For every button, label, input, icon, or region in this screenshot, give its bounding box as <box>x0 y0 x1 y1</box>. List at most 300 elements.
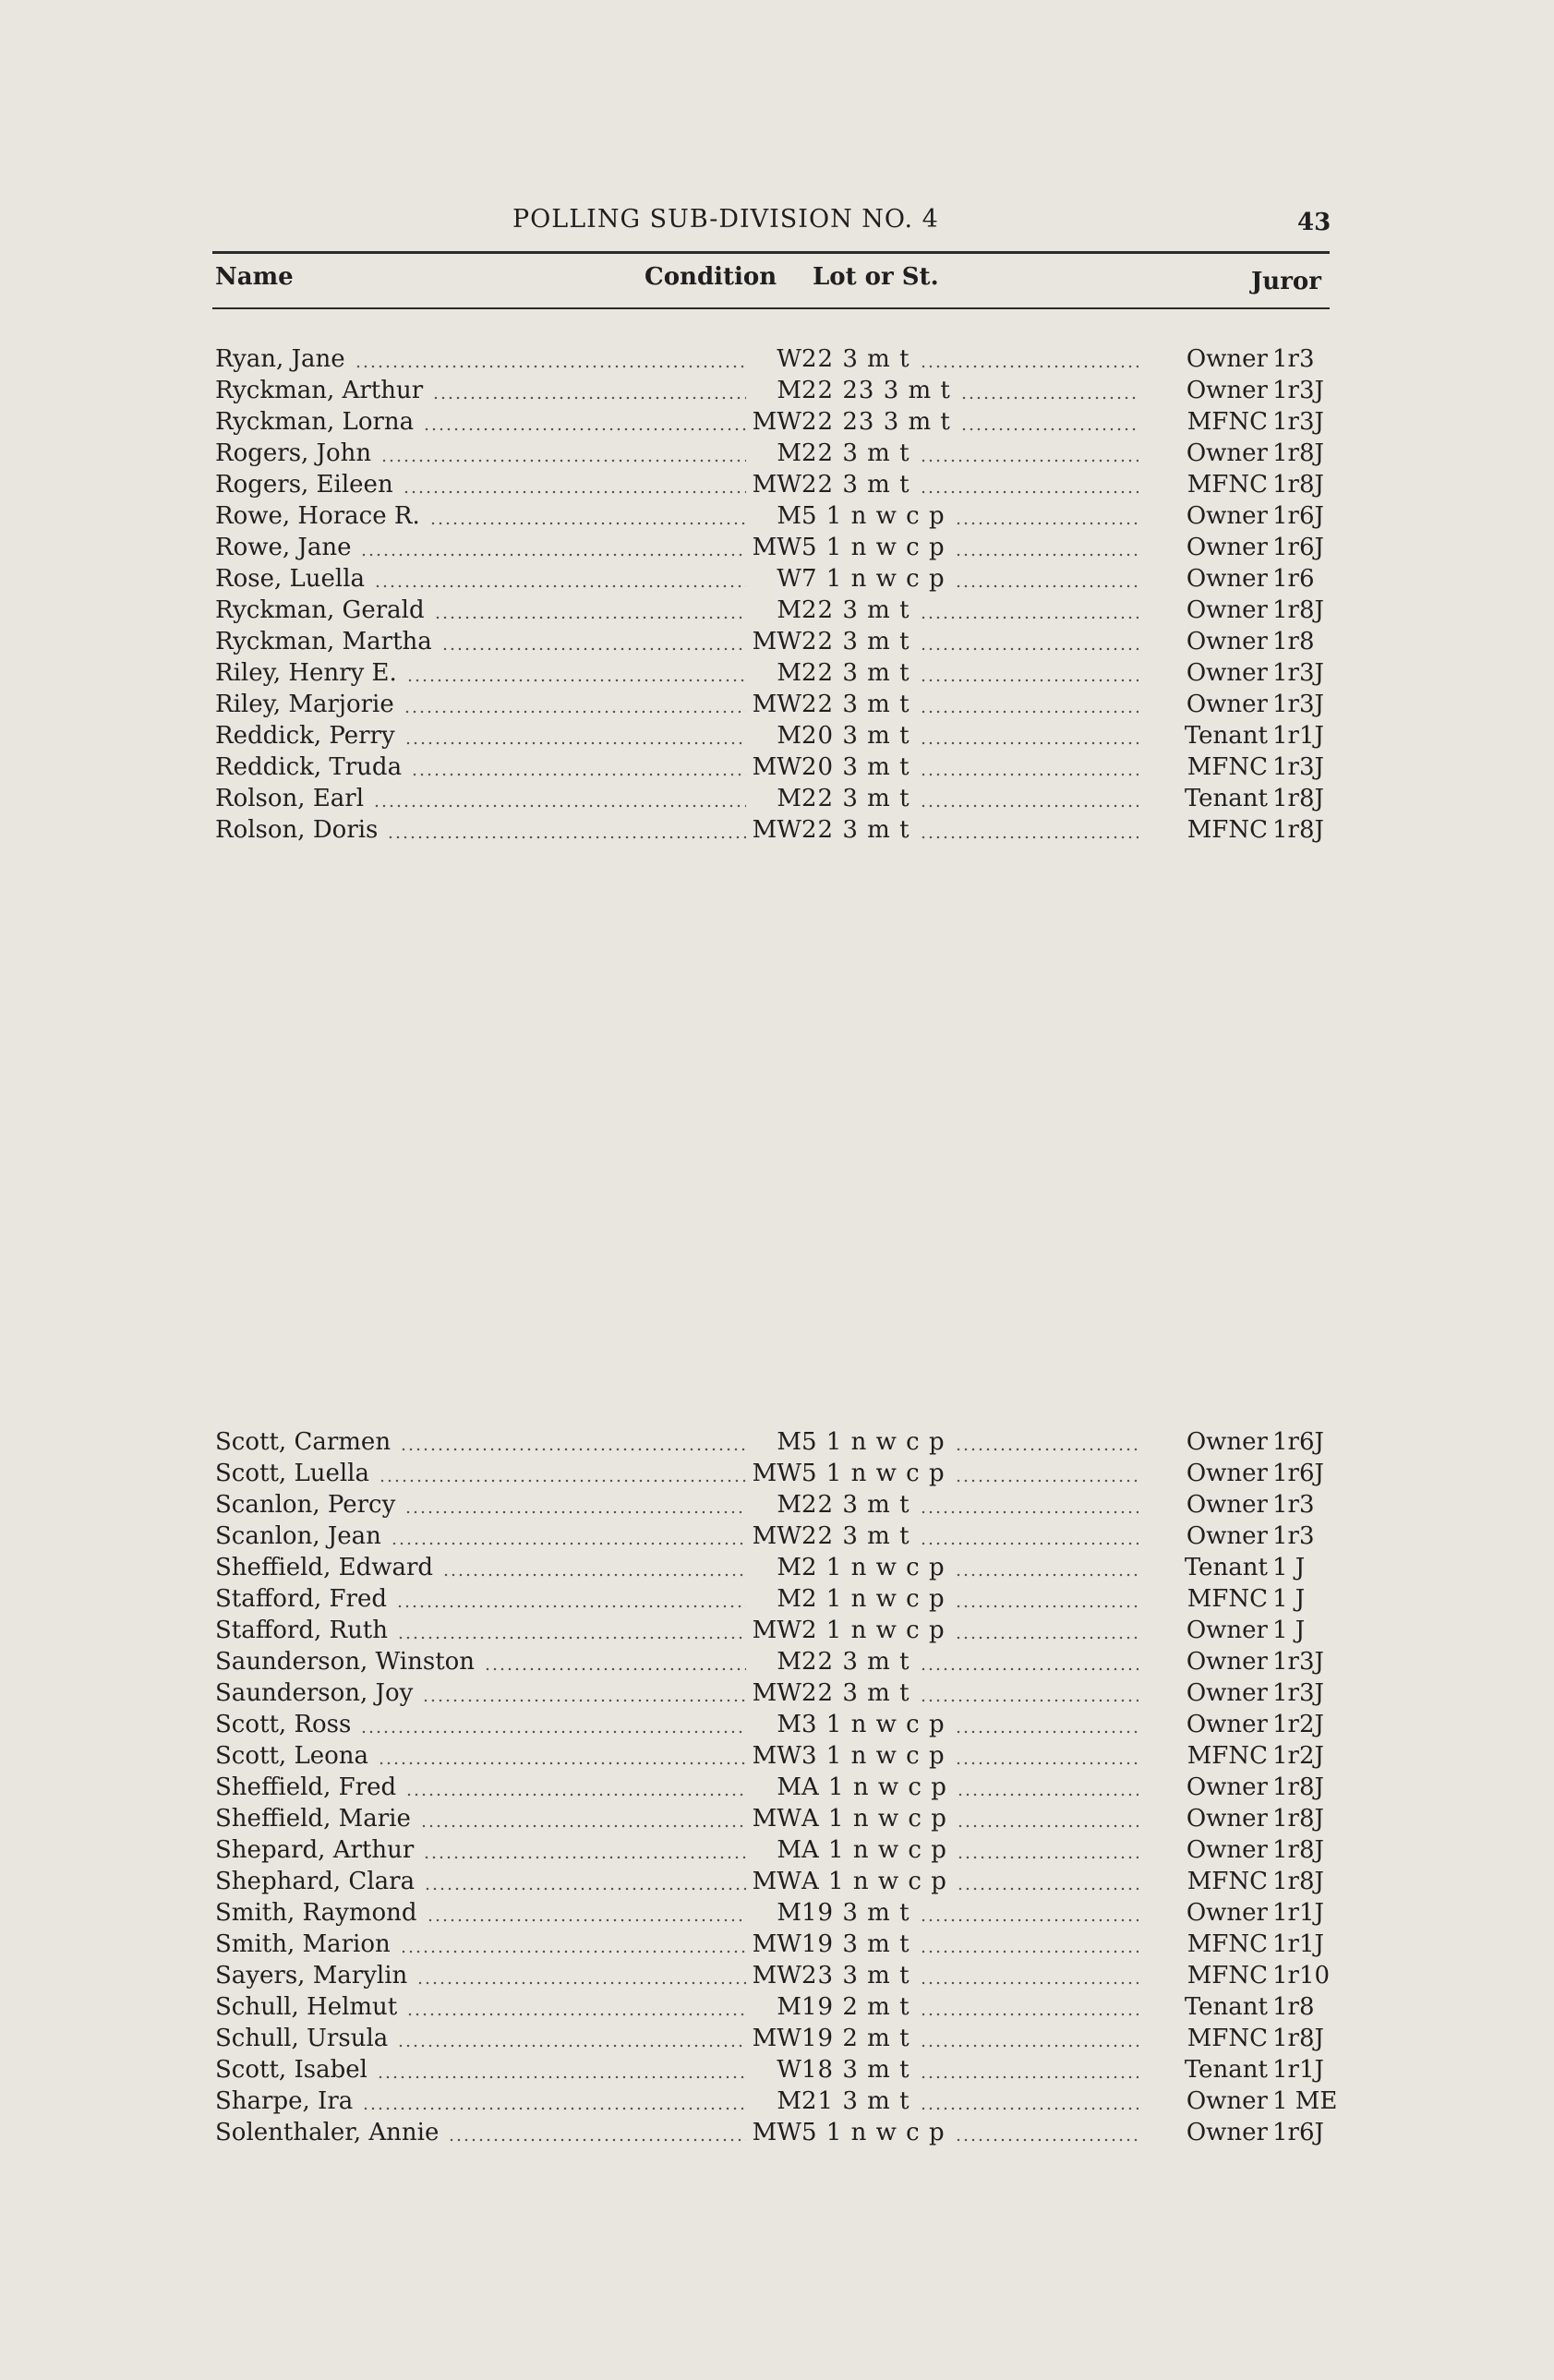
column-header-condition: Condition <box>644 263 777 291</box>
voter-juror: 1r1J <box>1272 722 1324 750</box>
voter-condition: MW <box>752 691 801 718</box>
voter-condition: M <box>777 1899 801 1927</box>
voter-status: Tenant <box>1184 1993 1268 2021</box>
leader-dots <box>920 343 1138 375</box>
voter-name: Reddick, Truda <box>215 753 403 781</box>
voter-row <box>215 1552 1332 1583</box>
voter-name: Rogers, Eileen <box>215 471 393 499</box>
voter-status: Owner <box>1186 628 1268 655</box>
voter-name: Rowe, Jane <box>215 534 352 561</box>
voter-row <box>215 563 1332 595</box>
voter-condition: MW <box>752 2119 801 2146</box>
leader-dots <box>432 375 746 406</box>
leader-dots <box>448 2117 746 2148</box>
voter-condition: M <box>777 2087 801 2115</box>
voter-name: Rowe, Horace R. <box>215 502 420 530</box>
voter-juror: 1r3J <box>1272 377 1324 404</box>
leader-dots <box>420 1803 746 1834</box>
voter-status: Owner <box>1186 565 1268 593</box>
header-rule-top <box>212 251 1330 254</box>
voter-name: Sheffield, Fred <box>215 1773 397 1801</box>
voter-status: MFNC <box>1187 471 1268 499</box>
voter-row <box>215 438 1332 469</box>
header-rule-bottom <box>212 307 1330 309</box>
voter-name: Smith, Raymond <box>215 1899 417 1927</box>
leader-dots <box>920 1929 1138 1960</box>
leader-dots <box>442 1552 746 1583</box>
voter-juror: 1r6 <box>1272 565 1315 593</box>
voter-lot: 22 3 m t <box>801 1522 910 1550</box>
leader-dots <box>920 1960 1138 1991</box>
voter-name: Schull, Ursula <box>215 2025 389 2052</box>
voter-status: MFNC <box>1187 1868 1268 1895</box>
voter-lot: 22 3 m t <box>801 596 910 624</box>
voter-juror: 1 J <box>1272 1554 1306 1581</box>
leader-dots <box>920 1897 1138 1929</box>
leader-dots <box>920 2023 1138 2054</box>
voter-condition: M <box>777 1585 801 1613</box>
voter-name: Shepard, Arthur <box>215 1836 415 1864</box>
voter-status: Owner <box>1186 1460 1268 1487</box>
voter-condition: M <box>777 1491 801 1519</box>
voter-lot: 22 3 m t <box>801 471 910 499</box>
voter-row <box>215 751 1332 783</box>
voter-row <box>215 469 1332 500</box>
voter-lot: 22 23 3 m t <box>801 408 951 436</box>
leader-dots <box>955 500 1138 532</box>
voter-lot: A 1 n w c p <box>801 1836 947 1864</box>
voter-juror: 1r3J <box>1272 408 1324 436</box>
voter-juror: 1r2J <box>1272 1742 1324 1770</box>
voter-lot: 22 3 m t <box>801 628 910 655</box>
voter-row <box>215 783 1332 814</box>
voter-juror: 1r6J <box>1272 502 1324 530</box>
voter-row <box>215 814 1332 846</box>
leader-dots <box>920 438 1138 469</box>
leader-dots <box>400 1426 746 1458</box>
voter-name: Rose, Luella <box>215 565 366 593</box>
voter-status: Tenant <box>1184 785 1268 812</box>
voter-status: Owner <box>1186 1773 1268 1801</box>
leader-dots <box>955 1740 1138 1772</box>
voter-status: MFNC <box>1187 1962 1268 1989</box>
voter-juror: 1r6J <box>1272 534 1324 561</box>
voter-status: Owner <box>1186 1836 1268 1864</box>
voter-condition: M <box>777 785 801 812</box>
voter-row <box>215 595 1332 626</box>
voter-lot: 3 1 n w c p <box>801 1711 946 1738</box>
leader-dots <box>404 689 746 720</box>
leader-dots <box>920 783 1138 814</box>
voter-juror: 1r8J <box>1272 471 1324 499</box>
voter-name: Schull, Helmut <box>215 1993 398 2021</box>
voter-row <box>215 2117 1332 2148</box>
voter-juror: 1r6J <box>1272 1428 1324 1456</box>
voter-lot: A 1 n w c p <box>801 1805 947 1833</box>
voter-juror: 1r8J <box>1272 1836 1324 1864</box>
voter-row <box>215 500 1332 532</box>
leader-dots <box>404 720 746 751</box>
voter-name: Rogers, John <box>215 439 372 467</box>
voter-condition: M <box>777 1773 801 1801</box>
voter-condition: M <box>777 1711 801 1738</box>
voter-condition: MW <box>752 534 801 561</box>
voter-row <box>215 1929 1332 1960</box>
leader-dots <box>920 689 1138 720</box>
voter-name: Sheffield, Edward <box>215 1554 434 1581</box>
voter-status: Owner <box>1186 1617 1268 1644</box>
voter-row <box>215 375 1332 406</box>
voter-juror: 1r8J <box>1272 1805 1324 1833</box>
voter-status: Owner <box>1186 659 1268 687</box>
voter-row <box>215 1740 1332 1772</box>
page-title: POLLING SUB-DIVISION NO. 4 <box>512 205 939 234</box>
leader-dots <box>920 2054 1138 2086</box>
voter-juror: 1r1J <box>1272 2056 1324 2084</box>
voter-row <box>215 1677 1332 1709</box>
voter-status: Owner <box>1186 1679 1268 1707</box>
leader-dots <box>434 595 746 626</box>
leader-dots <box>955 1615 1138 1646</box>
voter-lot: 5 1 n w c p <box>801 2119 946 2146</box>
leader-dots <box>429 500 746 532</box>
voter-juror: 1r3 <box>1272 345 1315 373</box>
voter-row <box>215 657 1332 689</box>
voter-name: Ryckman, Arthur <box>215 377 424 404</box>
voter-row <box>215 1803 1332 1834</box>
voter-juror: 1r3J <box>1272 659 1324 687</box>
voter-row <box>215 720 1332 751</box>
voter-row <box>215 1960 1332 1991</box>
leader-dots <box>955 532 1138 563</box>
column-header-name: Name <box>215 263 294 291</box>
leader-dots <box>397 2023 746 2054</box>
voter-status: MFNC <box>1187 753 1268 781</box>
leader-dots <box>920 814 1138 846</box>
leader-dots <box>955 563 1138 595</box>
voter-status: Owner <box>1186 1648 1268 1676</box>
leader-dots <box>960 375 1138 406</box>
voter-condition: MW <box>752 1742 801 1770</box>
voter-lot: 5 1 n w c p <box>801 534 946 561</box>
voter-juror: 1r8J <box>1272 596 1324 624</box>
leader-dots <box>920 1489 1138 1521</box>
voter-status: Tenant <box>1184 2056 1268 2084</box>
leader-dots <box>920 595 1138 626</box>
leader-dots <box>355 343 746 375</box>
voter-name: Rolson, Earl <box>215 785 365 812</box>
voter-juror: 1r3 <box>1272 1491 1315 1519</box>
voter-juror: 1r1J <box>1272 1899 1324 1927</box>
leader-dots <box>955 1552 1138 1583</box>
leader-dots <box>920 751 1138 783</box>
voter-name: Ryckman, Lorna <box>215 408 415 436</box>
voter-condition: M <box>777 722 801 750</box>
voter-condition: MW <box>752 2025 801 2052</box>
leader-dots <box>404 1489 746 1521</box>
leader-dots <box>920 1991 1138 2023</box>
voter-condition: MW <box>752 628 801 655</box>
voter-name: Solenthaler, Annie <box>215 2119 440 2146</box>
leader-dots <box>403 469 746 500</box>
voter-name: Riley, Marjorie <box>215 691 394 718</box>
voter-name: Stafford, Fred <box>215 1585 387 1613</box>
voter-lot: 7 1 n w c p <box>801 565 946 593</box>
voter-status: MFNC <box>1187 408 1268 436</box>
voter-row <box>215 1583 1332 1615</box>
leader-dots <box>955 1709 1138 1740</box>
voter-row <box>215 1458 1332 1489</box>
leader-dots <box>920 2086 1138 2117</box>
leader-dots <box>484 1646 746 1677</box>
leader-dots <box>920 469 1138 500</box>
voter-condition: MW <box>752 1460 801 1487</box>
leader-dots <box>405 1772 746 1803</box>
leader-dots <box>955 1458 1138 1489</box>
voter-status: Owner <box>1186 1428 1268 1456</box>
voter-row <box>215 532 1332 563</box>
voter-name: Scott, Luella <box>215 1460 369 1487</box>
voter-condition: MW <box>752 471 801 499</box>
leader-dots <box>373 783 746 814</box>
voter-status: Owner <box>1186 377 1268 404</box>
voter-lot: 5 1 n w c p <box>801 1460 946 1487</box>
voter-lot: 21 3 m t <box>801 2087 910 2115</box>
voter-condition: M <box>777 659 801 687</box>
leader-dots <box>920 1521 1138 1552</box>
leader-dots <box>360 532 746 563</box>
leader-dots <box>377 2054 746 2086</box>
voter-lot: 22 3 m t <box>801 1679 910 1707</box>
leader-dots <box>416 1960 746 1991</box>
voter-juror: 1r3J <box>1272 753 1324 781</box>
voter-list-s-names <box>215 1426 1338 2148</box>
voter-condition: M <box>777 1428 801 1456</box>
voter-status: Owner <box>1186 1522 1268 1550</box>
voter-lot: A 1 n w c p <box>801 1773 947 1801</box>
voter-juror: 1r2J <box>1272 1711 1324 1738</box>
voter-row <box>215 689 1332 720</box>
voter-lot: 5 1 n w c p <box>801 1428 946 1456</box>
voter-lot: 2 1 n w c p <box>801 1585 946 1613</box>
voter-name: Saunderson, Joy <box>215 1679 414 1707</box>
leader-dots <box>423 406 746 438</box>
leader-dots <box>374 563 746 595</box>
voter-lot: 22 3 m t <box>801 816 910 844</box>
voter-row <box>215 2023 1332 2054</box>
voter-row <box>215 1426 1332 1458</box>
voter-juror: 1r3J <box>1272 691 1324 718</box>
voter-row <box>215 1615 1332 1646</box>
voter-row <box>215 1834 1332 1866</box>
leader-dots <box>427 1897 746 1929</box>
voter-name: Sheffield, Marie <box>215 1805 411 1833</box>
leader-dots <box>424 1866 746 1897</box>
voter-status: MFNC <box>1187 1585 1268 1613</box>
leader-dots <box>920 720 1138 751</box>
voter-lot: 19 3 m t <box>801 1930 910 1958</box>
voter-lot: 22 3 m t <box>801 785 910 812</box>
voter-row <box>215 1772 1332 1803</box>
voter-condition: M <box>777 596 801 624</box>
voter-condition: MW <box>752 1930 801 1958</box>
voter-row <box>215 343 1332 375</box>
voter-juror: 1r3 <box>1272 1522 1315 1550</box>
voter-name: Scott, Ross <box>215 1711 352 1738</box>
leader-dots <box>360 1709 746 1740</box>
voter-status: Owner <box>1186 1711 1268 1738</box>
voter-lot: 19 3 m t <box>801 1899 910 1927</box>
leader-dots <box>380 438 746 469</box>
leader-dots <box>396 1583 746 1615</box>
voter-name: Scanlon, Jean <box>215 1522 381 1550</box>
voter-status: Owner <box>1186 2119 1268 2146</box>
leader-dots <box>441 626 746 657</box>
voter-name: Scott, Carmen <box>215 1428 392 1456</box>
leader-dots <box>955 1583 1138 1615</box>
voter-juror: 1r6J <box>1272 1460 1324 1487</box>
voter-lot: 22 3 m t <box>801 439 910 467</box>
voter-lot: 22 3 m t <box>801 1491 910 1519</box>
leader-dots <box>957 1772 1138 1803</box>
voter-condition: W <box>777 345 801 373</box>
voter-status: Owner <box>1186 534 1268 561</box>
leader-dots <box>411 751 746 783</box>
voter-juror: 1 J <box>1272 1617 1306 1644</box>
voter-lot: 22 3 m t <box>801 1648 910 1676</box>
voter-juror: 1r3J <box>1272 1648 1324 1676</box>
voter-juror: 1r3J <box>1272 1679 1324 1707</box>
voter-condition: M <box>777 1993 801 2021</box>
leader-dots <box>957 1834 1138 1866</box>
voter-lot: 20 3 m t <box>801 722 910 750</box>
voter-condition: MW <box>752 408 801 436</box>
leader-dots <box>955 1426 1138 1458</box>
voter-lot: 5 1 n w c p <box>801 502 946 530</box>
voter-condition: MW <box>752 816 801 844</box>
voter-status: MFNC <box>1187 1742 1268 1770</box>
voter-condition: M <box>777 1554 801 1581</box>
voter-status: Owner <box>1186 502 1268 530</box>
voter-condition: M <box>777 377 801 404</box>
voter-condition: MW <box>752 1805 801 1833</box>
leader-dots <box>423 1834 746 1866</box>
voter-condition: M <box>777 1648 801 1676</box>
voter-name: Ryckman, Martha <box>215 628 432 655</box>
voter-juror: 1r1J <box>1272 1930 1324 1958</box>
leader-dots <box>957 1866 1138 1897</box>
voter-condition: MW <box>752 1868 801 1895</box>
voter-lot: 19 2 m t <box>801 2025 910 2052</box>
voter-name: Shephard, Clara <box>215 1868 416 1895</box>
leader-dots <box>920 1646 1138 1677</box>
voter-status: Owner <box>1186 1899 1268 1927</box>
voter-row <box>215 1991 1332 2023</box>
voter-juror: 1r8J <box>1272 816 1324 844</box>
page-number: 43 <box>1297 209 1331 236</box>
leader-dots <box>422 1677 746 1709</box>
voter-name: Ryan, Jane <box>215 345 345 373</box>
voter-row <box>215 406 1332 438</box>
voter-row <box>215 1489 1332 1521</box>
voter-lot: 22 23 3 m t <box>801 377 951 404</box>
column-header-lot: Lot or St. <box>813 263 939 291</box>
voter-status: Owner <box>1186 1491 1268 1519</box>
voter-lot: 2 1 n w c p <box>801 1554 946 1581</box>
voter-juror: 1r8J <box>1272 2025 1324 2052</box>
voter-condition: W <box>777 565 801 593</box>
leader-dots <box>362 2086 746 2117</box>
voter-status: Tenant <box>1184 722 1268 750</box>
voter-juror: 1r10 <box>1272 1962 1331 1989</box>
voter-lot: 22 3 m t <box>801 691 910 718</box>
voter-juror: 1 J <box>1272 1585 1306 1613</box>
voter-name: Riley, Henry E. <box>215 659 397 687</box>
leader-dots <box>920 1677 1138 1709</box>
voter-lot: 23 3 m t <box>801 1962 910 1989</box>
voter-row <box>215 626 1332 657</box>
voter-row <box>215 1897 1332 1929</box>
voter-status: Owner <box>1186 596 1268 624</box>
voter-lot: 20 3 m t <box>801 753 910 781</box>
voter-name: Reddick, Perry <box>215 722 395 750</box>
voter-condition: M <box>777 439 801 467</box>
voter-name: Sayers, Marylin <box>215 1962 408 1989</box>
voter-status: MFNC <box>1187 816 1268 844</box>
voter-condition: W <box>777 2056 801 2084</box>
leader-dots <box>378 1740 746 1772</box>
leader-dots <box>400 1929 746 1960</box>
voter-juror: 1 ME <box>1272 2087 1338 2115</box>
voter-status: Owner <box>1186 2087 1268 2115</box>
voter-lot: A 1 n w c p <box>801 1868 947 1895</box>
voter-status: MFNC <box>1187 1930 1268 1958</box>
voter-name: Rolson, Doris <box>215 816 379 844</box>
voter-juror: 1r8J <box>1272 1868 1324 1895</box>
voter-condition: MW <box>752 1962 801 1989</box>
voter-row <box>215 2086 1338 2117</box>
voter-lot: 3 1 n w c p <box>801 1742 946 1770</box>
voter-status: Tenant <box>1184 1554 1268 1581</box>
leader-dots <box>955 2117 1138 2148</box>
voter-status: Owner <box>1186 439 1268 467</box>
voter-lot: 22 3 m t <box>801 659 910 687</box>
voter-row <box>215 1521 1332 1552</box>
voter-condition: M <box>777 502 801 530</box>
voter-name: Saunderson, Winston <box>215 1648 476 1676</box>
voter-condition: MW <box>752 753 801 781</box>
leader-dots <box>379 1458 746 1489</box>
voter-status: Owner <box>1186 345 1268 373</box>
voter-condition: MW <box>752 1522 801 1550</box>
voter-status: MFNC <box>1187 2025 1268 2052</box>
leader-dots <box>920 657 1138 689</box>
leader-dots <box>397 1615 746 1646</box>
voter-status: Owner <box>1186 1805 1268 1833</box>
voter-condition: MW <box>752 1679 801 1707</box>
voter-name: Stafford, Ruth <box>215 1617 389 1644</box>
voter-lot: 22 3 m t <box>801 345 910 373</box>
voter-status: Owner <box>1186 691 1268 718</box>
leader-dots <box>387 814 746 846</box>
leader-dots <box>960 406 1138 438</box>
voter-name: Sharpe, Ira <box>215 2087 354 2115</box>
column-header-juror: Juror <box>1251 268 1321 295</box>
voter-juror: 1r8 <box>1272 1993 1315 2021</box>
voter-condition: MW <box>752 1617 801 1644</box>
leader-dots <box>920 626 1138 657</box>
voter-juror: 1r8J <box>1272 439 1324 467</box>
